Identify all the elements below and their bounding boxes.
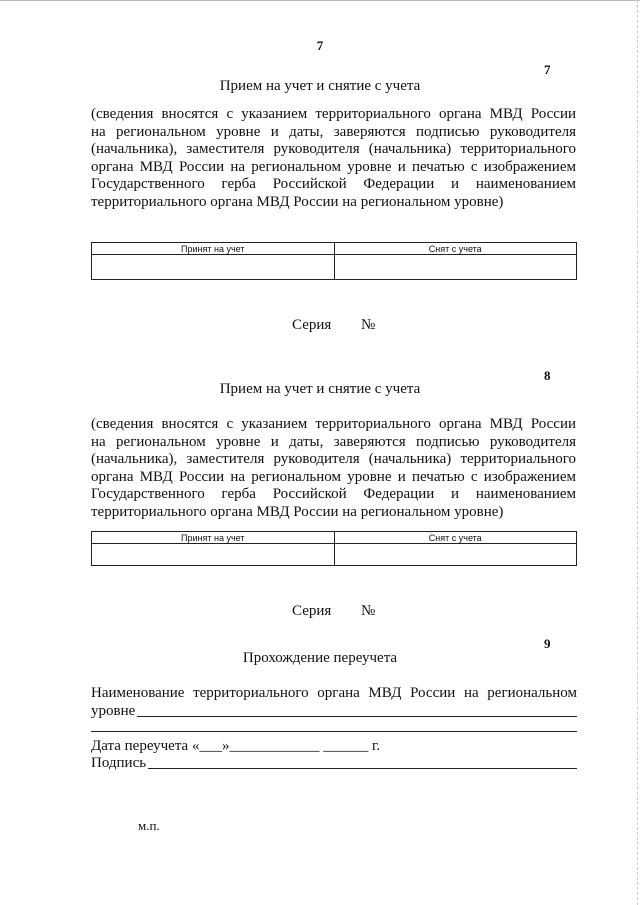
organ-name-field[interactable] [137,703,577,717]
signature-field[interactable] [148,755,577,769]
organ-name-label: Наименование территориального органа МВД России на региональном [91,685,577,701]
section-number-9: 9 [544,636,551,651]
section-title-8: Прием на учет и снятие с учета [219,381,421,397]
removed-cell[interactable] [334,544,577,566]
registration-table-7 [91,242,577,280]
description-line: (начальника), заместителя руководителя (начальника) территориального [91,141,576,157]
seria-label-7: Серия [292,317,332,333]
section-number-7: 7 [544,62,551,77]
organ-name-field-2[interactable] [91,717,577,732]
signature-label: Подпись [91,755,147,771]
description-line: территориального органа МВД России на региональном уровне) [91,193,504,210]
column-header-accepted: Принят на учет [92,532,335,544]
section-description-7 [91,106,576,211]
description-line: на региональном уровне и даты, заверяются подписью руководителя [91,123,576,140]
number-sign-7: № [361,317,376,333]
section-title-7: Прием на учет и снятие с учета [219,78,421,94]
description-line: Государственного герба Российской Федерации и наименованием [91,176,576,192]
description-line: на региональном уровне и даты, заверяются подписью руководителя [91,433,576,450]
reregistration-date-field[interactable]: Дата переучета «___»____________ ______ г. [91,738,381,754]
number-sign-8: № [361,603,376,619]
page-number: 7 [316,38,324,53]
column-header-removed: Снят с учета [334,243,577,255]
accepted-cell[interactable] [92,255,335,280]
seria-label-8: Серия [292,603,332,619]
description-line: (сведения вносятся с указанием территориального органа МВД России [91,106,576,122]
description-line: (сведения вносятся с указанием территориального органа МВД России [91,416,576,432]
column-header-accepted: Принят на учет [92,243,335,255]
page-right-edge [637,0,638,905]
organ-name-label-cont: уровне [91,703,136,719]
registration-table-8 [91,531,577,566]
description-line: территориального органа МВД России на региональном уровне) [91,503,504,520]
accepted-cell[interactable] [92,544,335,566]
reregistration-title: Прохождение переучета [242,650,398,666]
description-line: органа МВД России на региональном уровне и печатью с изображением [91,468,576,485]
page-top-border [0,0,640,1]
removed-cell[interactable] [334,255,577,280]
description-line: органа МВД России на региональном уровне и печатью с изображением [91,158,576,175]
stamp-place: м.п. [138,818,160,833]
section-number-8: 8 [544,368,551,383]
column-header-removed: Снят с учета [334,532,577,544]
section-description-8 [91,416,576,521]
description-line: Государственного герба Российской Федерации и наименованием [91,486,576,502]
description-line: (начальника), заместителя руководителя (начальника) территориального [91,451,576,467]
